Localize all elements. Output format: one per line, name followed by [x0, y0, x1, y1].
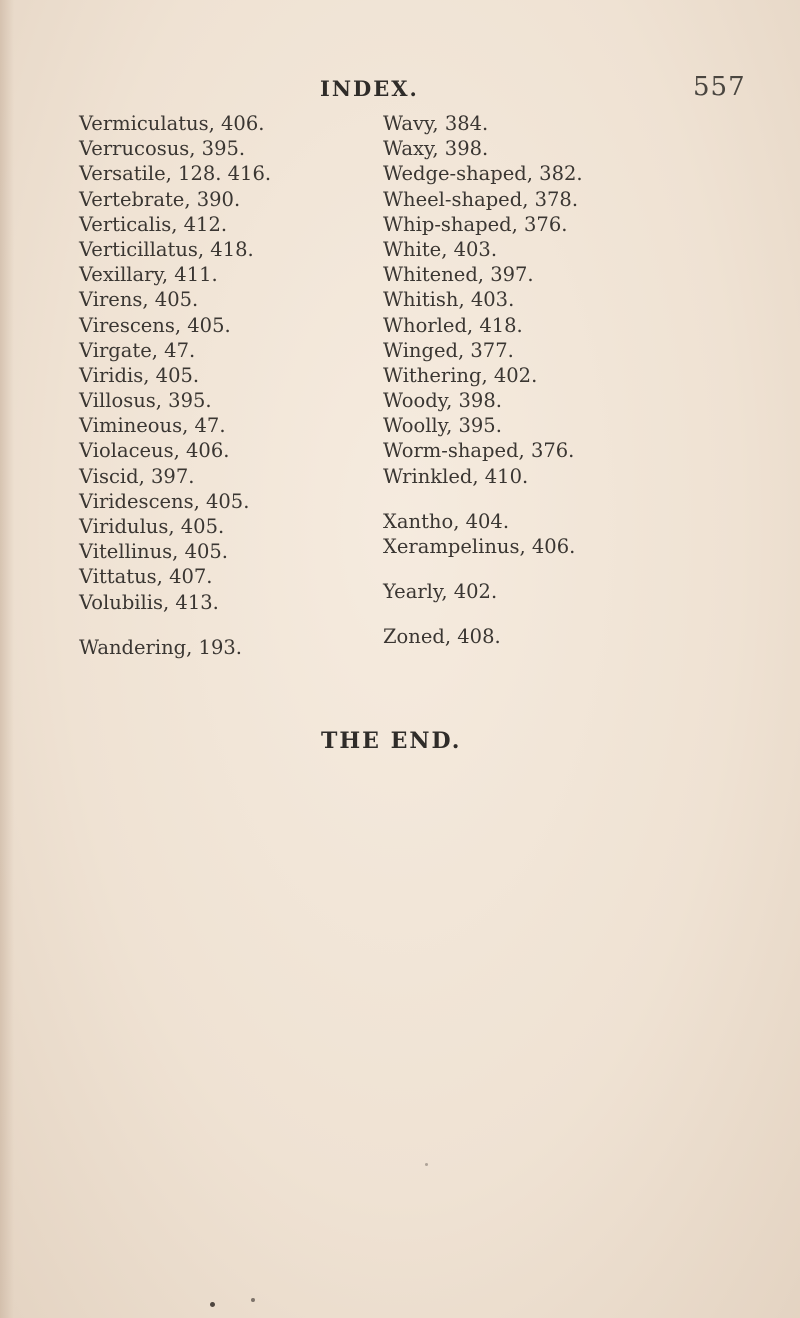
index-entry: Xantho, 404. — [383, 509, 510, 533]
index-entry: Viscid, 397. — [79, 464, 195, 488]
index-entry: Virgate, 47. — [79, 338, 196, 362]
index-entry: Viridis, 405. — [79, 363, 200, 387]
section-gap — [79, 615, 271, 635]
index-entry: Versatile, 128. 416. — [79, 162, 272, 186]
index-entry: Woolly, 395. — [383, 414, 502, 438]
index-entry: Woody, 398. — [383, 389, 502, 413]
index-entry: White, 403. — [383, 237, 498, 261]
index-heading: INDEX. — [320, 76, 419, 101]
index-entry: Viridulus, 405. — [79, 515, 225, 538]
index-entry: Whitened, 397. — [383, 263, 534, 287]
index-entry: Wedge-shaped, 382. — [383, 162, 583, 186]
index-entry: Whorled, 418. — [383, 313, 523, 337]
index-entry: Virescens, 405. — [79, 313, 231, 337]
index-entry: Withering, 402. — [383, 363, 538, 387]
index-entry: Verticalis, 412. — [79, 212, 228, 236]
index-entry: Whitish, 403. — [383, 288, 515, 312]
index-entry: Vexillary, 411. — [79, 263, 218, 287]
index-entry: Whip-shaped, 376. — [383, 212, 568, 236]
index-entry: Winged, 377. — [383, 338, 514, 362]
index-entry: Vertebrate, 390. — [79, 187, 241, 211]
index-entry: Yearly, 402. — [383, 580, 498, 604]
index-entry: Worm-shaped, 376. — [383, 439, 575, 463]
index-entry: Virens, 405. — [79, 288, 199, 312]
page-number: 557 — [693, 72, 746, 102]
index-entry: Vermiculatus, 406. — [79, 112, 265, 135]
section-gap — [383, 604, 583, 624]
index-entry: Xerampelinus, 406. — [383, 535, 576, 558]
index-entry: Verticillatus, 418. — [79, 237, 254, 261]
index-entry: Vimineous, 47. — [79, 414, 226, 438]
end-marker: THE END. — [321, 728, 462, 754]
index-entry: Verrucosus, 395. — [79, 137, 246, 161]
page-edge-shadow — [0, 0, 14, 1318]
paper-speck — [425, 1163, 428, 1166]
index-entry: Viridescens, 405. — [79, 489, 250, 513]
paper-speck — [251, 1298, 255, 1302]
index-entry: Vittatus, 407. — [79, 565, 213, 589]
index-entry: Vitellinus, 405. — [79, 540, 229, 564]
section-gap — [383, 489, 583, 509]
index-entry: Volubilis, 413. — [79, 590, 219, 614]
index-column-left — [79, 111, 271, 660]
paper-speck — [210, 1302, 215, 1307]
index-entry: Wandering, 193. — [79, 635, 242, 659]
index-entry: Zoned, 408. — [383, 625, 501, 649]
index-entry: Villosus, 395. — [79, 389, 212, 413]
index-entry: Violaceus, 406. — [79, 439, 230, 463]
index-entry: Wavy, 384. — [383, 112, 489, 135]
index-entry: Wrinkled, 410. — [383, 464, 529, 488]
index-column-right — [383, 111, 583, 650]
index-entry: Wheel-shaped, 378. — [383, 187, 579, 211]
section-gap — [383, 559, 583, 579]
index-entry: Waxy, 398. — [383, 137, 489, 161]
